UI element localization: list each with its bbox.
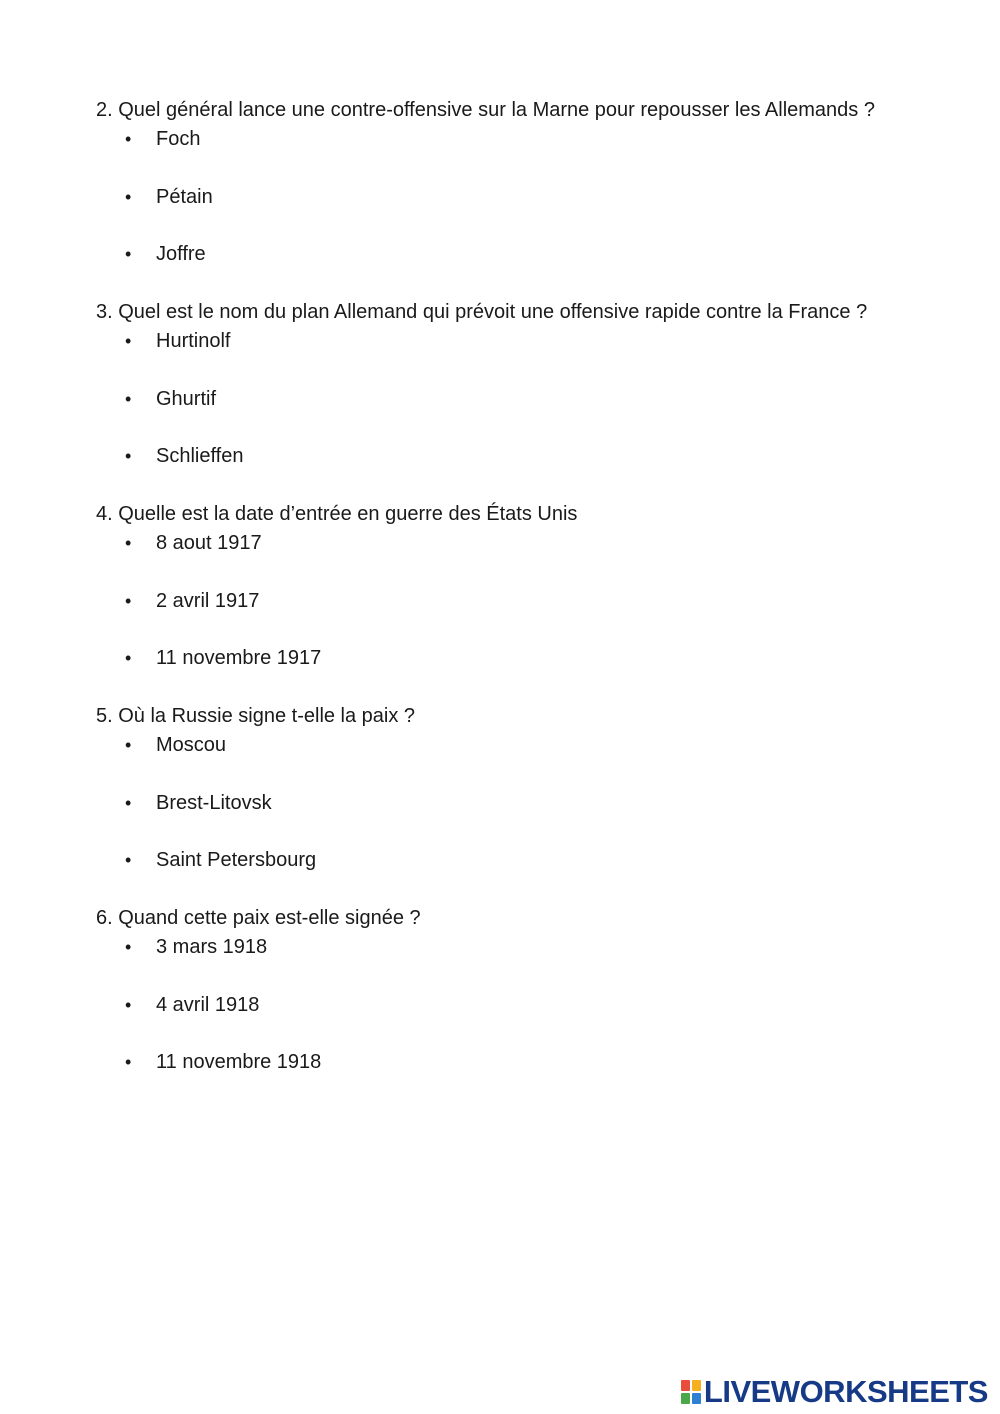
bullet-icon: •	[125, 533, 132, 553]
option-label: 3 mars 1918	[156, 936, 268, 958]
option-label: Hurtinolf	[156, 330, 231, 352]
option-label: 4 avril 1918	[156, 993, 260, 1016]
bullet-icon: •	[125, 1052, 132, 1072]
option-label: 8 aout 1917	[156, 532, 262, 554]
question-5	[96, 702, 876, 875]
option-item[interactable]	[96, 1048, 876, 1077]
option-item[interactable]	[96, 385, 876, 443]
liveworksheets-logo-icon	[681, 1380, 701, 1404]
option-label: 11 novembre 1917	[156, 647, 322, 669]
question-text: 5. Où la Russie signe t-elle la paix ?	[96, 705, 416, 727]
question-text: 6. Quand cette paix est-elle signée ?	[96, 907, 421, 929]
logo-square-red	[681, 1380, 690, 1391]
option-label: Moscou	[156, 734, 227, 756]
bullet-icon: •	[125, 937, 132, 957]
option-item[interactable]	[96, 240, 876, 269]
option-label: Schlieffen	[156, 445, 244, 467]
bullet-icon: •	[125, 186, 132, 207]
option-item[interactable]	[96, 933, 876, 991]
bullet-icon: •	[125, 994, 132, 1015]
worksheet	[96, 96, 876, 1106]
options-list	[96, 125, 876, 269]
bullet-icon: •	[125, 331, 132, 351]
option-label: Joffre	[156, 243, 206, 265]
option-item[interactable]	[96, 991, 876, 1049]
bullet-icon: •	[125, 244, 132, 264]
option-item[interactable]	[96, 529, 876, 587]
options-list	[96, 731, 876, 875]
option-item[interactable]	[96, 327, 876, 385]
options-list	[96, 327, 876, 471]
option-label: Pétain	[156, 185, 213, 208]
option-item[interactable]	[96, 789, 876, 847]
bullet-icon: •	[125, 446, 132, 466]
option-item[interactable]	[96, 644, 876, 673]
options-list	[96, 529, 876, 673]
option-label: 2 avril 1917	[156, 589, 260, 612]
question-6	[96, 904, 876, 1077]
option-item[interactable]	[96, 125, 876, 183]
question-text: 3. Quel est le nom du plan Allemand qui prévoit une offensive rapide contre la France ?	[96, 301, 868, 323]
option-item[interactable]	[96, 846, 876, 875]
option-label: Brest-Litovsk	[156, 791, 272, 814]
option-label: Foch	[156, 128, 201, 150]
question-text: 4. Quelle est la date d’entrée en guerre des États Unis	[96, 503, 578, 525]
option-item[interactable]	[96, 442, 876, 471]
option-item[interactable]	[96, 731, 876, 789]
logo-square-green	[681, 1393, 690, 1404]
bullet-icon: •	[125, 792, 132, 813]
liveworksheets-logo	[681, 1376, 988, 1408]
option-item[interactable]	[96, 183, 876, 241]
option-item[interactable]	[96, 587, 876, 645]
question-4	[96, 500, 876, 673]
question-2	[96, 96, 876, 269]
option-label: Ghurtif	[156, 387, 217, 410]
bullet-icon: •	[125, 388, 132, 409]
option-label: Saint Petersbourg	[156, 849, 317, 871]
bullet-icon: •	[125, 735, 132, 755]
options-list	[96, 933, 876, 1077]
bullet-icon: •	[125, 648, 132, 668]
option-label: 11 novembre 1918	[156, 1051, 322, 1073]
logo-square-blue	[692, 1393, 701, 1404]
logo-text: LIVEWORKSHEETS	[703, 1374, 988, 1409]
question-3	[96, 298, 876, 471]
logo-square-yellow	[692, 1380, 701, 1391]
bullet-icon: •	[125, 129, 132, 149]
bullet-icon: •	[125, 590, 132, 611]
question-text: 2. Quel général lance une contre-offensive sur la Marne pour repousser les Allemands ?	[96, 99, 875, 121]
bullet-icon: •	[125, 850, 132, 870]
